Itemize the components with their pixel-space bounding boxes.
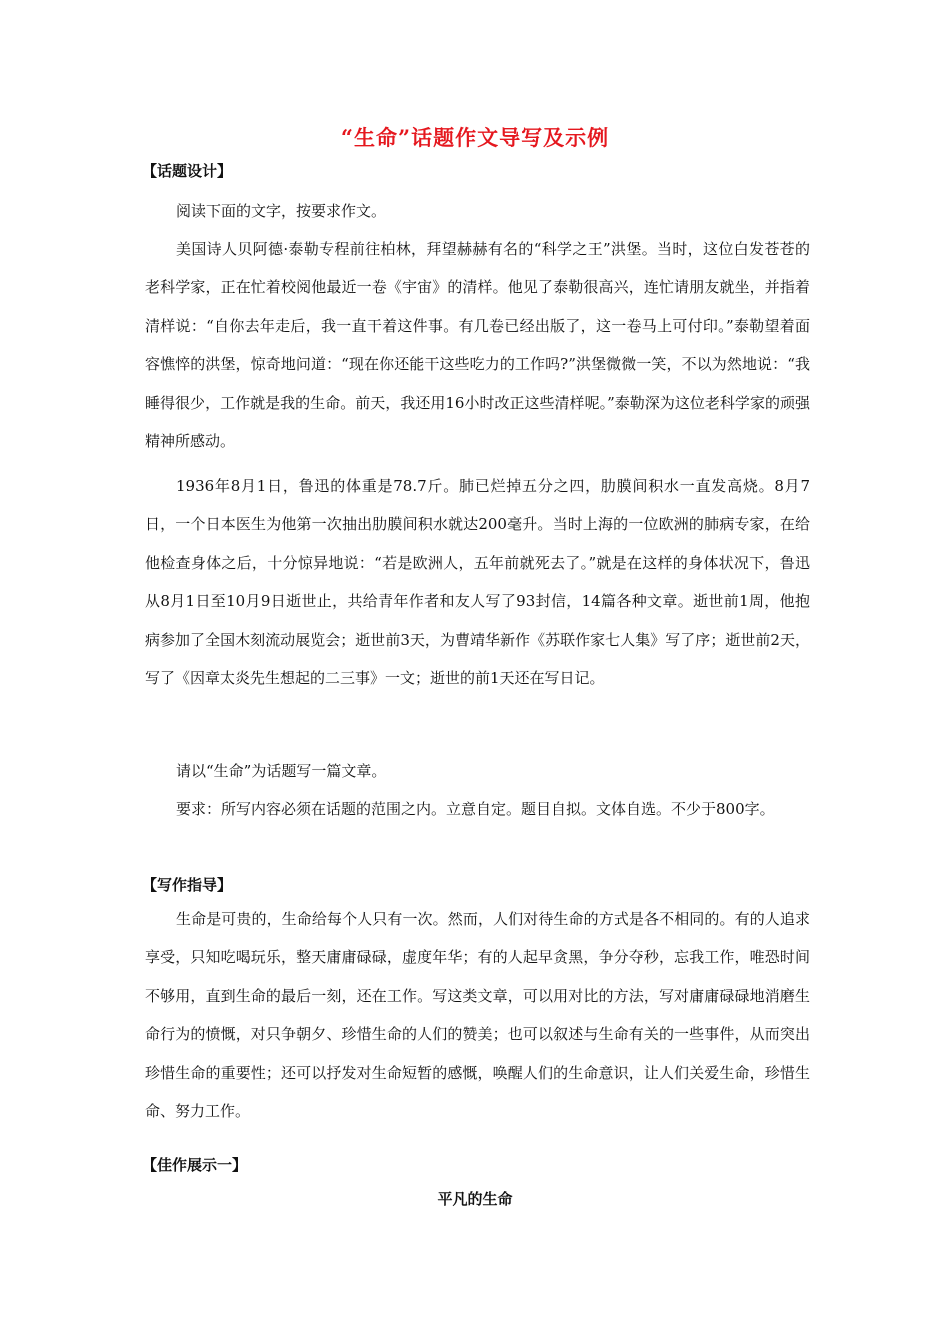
topic-paragraph-luxun: 1936年8月1日，鲁迅的体重是78.7斤。肺已烂掉五分之四，肋膜间积水一直发高烧。8月7 日，一个日本医生为他第一次抽出肋膜间积水就达200毫升。当时上海的一位欧洲的肺病专家，在给他检查身体之后，十分惊异地说：“若是欧洲人，五年前就死去了。”就是在这样的身体状况下，鲁迅从8月1日至10月9日逝世止，共给青年作者和友人写了93封信，14篇各种文章。逝世前1周，他抱病参加了全国木刻流动展览会；逝世前3天，为曹靖华新作《苏联作家七人集》写了序；逝世前2天，写了《因章太炎先生想起的二三事》一文；逝世的前1天还在写日记。 xyxy=(145,477,810,688)
writing-guide-text: 生命是可贵的，生命给每个人只有一次。然而，人们对待生命的方式是各不相同的。有的人追求享受，只知吃喝玩乐，整天庸庸碌碌，虚度年华；有的人起早贪黑，争分夺秒，忘我工作，唯恐时间不够用，直到生命的最后一刻，还在工作。写这类文章，可以用对比的方法，写对庸庸碌碌地消磨生命行为的愤慨，对只争朝夕、珍惜生命的人们的赞美；也可以叙述与生命有关的一些事件，从而突出珍惜生命的重要性；还可以抒发对生命短暂的感慨，唤醒人们的生命意识，让人们关爱生命，珍惜生命、努力工作。 xyxy=(145,910,810,1121)
topic-prompt: 请以“生命”为话题写一篇文章。 xyxy=(176,762,387,780)
topic-requirement: 要求：所写内容必须在话题的范围之内。立意自定。题目自拟。文体自选。不少于800字。 xyxy=(176,800,775,818)
topic-paragraph-tyler: 美国诗人贝阿德·泰勒专程前往柏林，拜望赫赫有名的“科学之王”洪堡。当时，这位白发苍苍的老科学家，正在忙着校阅他最近一卷《宇宙》的清样。他见了泰勒很高兴，连忙请朋友就坐，并指着清样说：“自你去年走后，我一直干着这件事。有几卷已经出版了，这一卷马上可付印。”泰勒望着面容憔悴的洪堡，惊奇地问道：“现在你还能干这些吃力的工作吗?”洪堡微微一笑，不以为然地说：“我睡得很少，工作就是我的生命。前天，我还用16小时改正这些清样呢。”泰勒深为这位老科学家的顽强精神所感动。 xyxy=(145,240,810,451)
essay-title: 平凡的生命 xyxy=(437,1190,513,1208)
section-heading-writing-guide: 【写作指导】 xyxy=(142,876,233,894)
section-heading-showcase: 【佳作展示一】 xyxy=(142,1156,248,1174)
topic-intro: 阅读下面的文字，按要求作文。 xyxy=(176,202,387,220)
document-title: “生命”话题作文导写及示例 xyxy=(340,125,610,150)
section-heading-topic-design: 【话题设计】 xyxy=(142,162,233,180)
